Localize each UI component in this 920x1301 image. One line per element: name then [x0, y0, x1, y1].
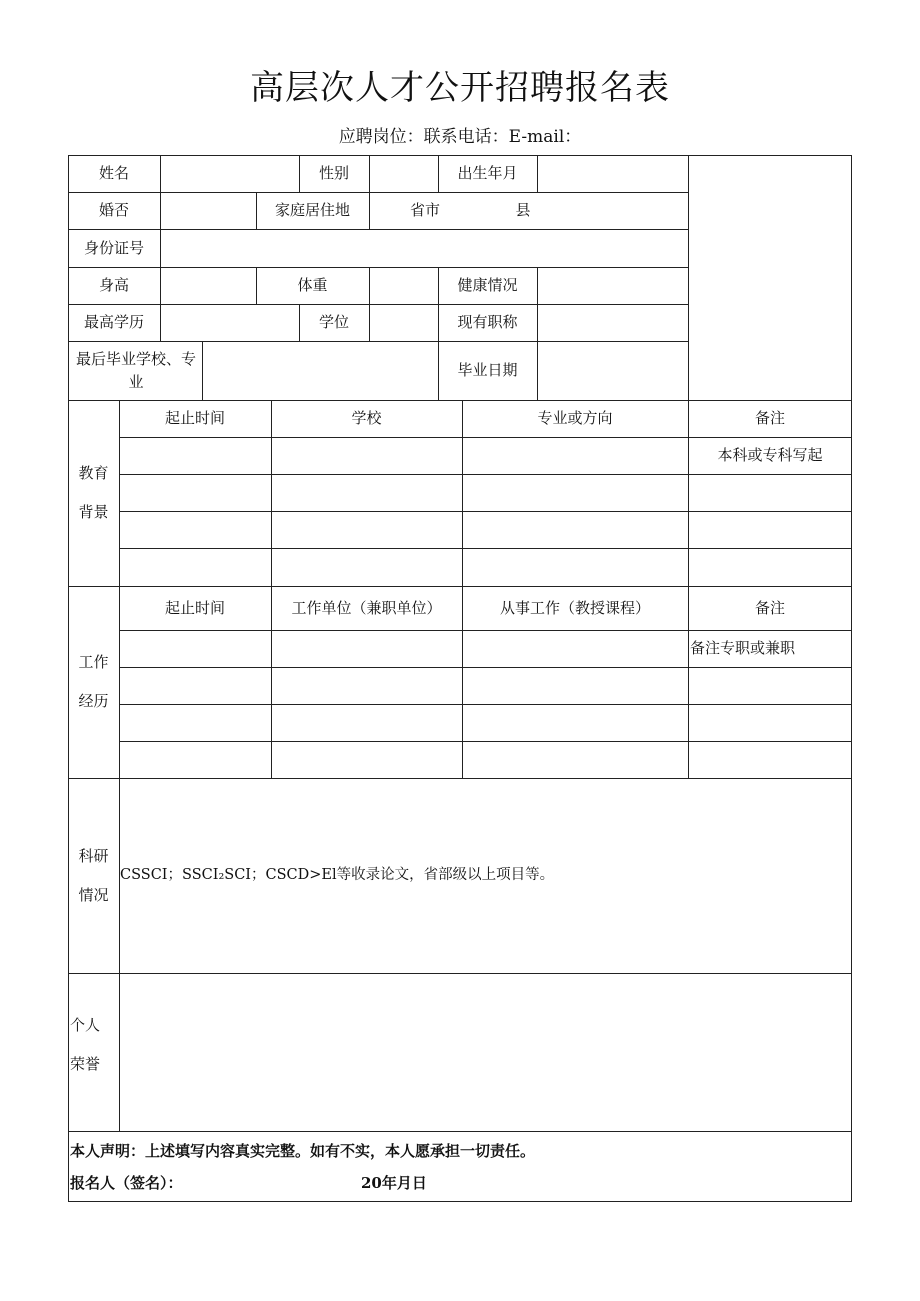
degree-label: 学位 [318, 313, 349, 332]
edu-note: 本科或专科写起 [717, 446, 823, 465]
work-label-line1: 工作 [78, 653, 109, 671]
signature-label: 报名人（签名）： [70, 1173, 183, 1192]
research-text: CSSCI；SSCI₂SCI；CSCD>El等收录论文，省部级以上项目等。 [120, 866, 555, 883]
form-subtitle: 应聘岗位：联系电话：E-mail： [338, 127, 582, 147]
research-label-line1: 科研 [78, 846, 109, 865]
edu-header-period: 起止时间 [164, 409, 225, 428]
edu-label-line1: 教育 [78, 464, 109, 482]
honors-content[interactable] [120, 974, 851, 1130]
research-section-label [68, 778, 119, 973]
work-header-employer: 工作单位（兼职单位） [291, 598, 442, 617]
work-header-note: 备注 [754, 598, 785, 617]
photo-area[interactable] [689, 156, 851, 400]
school-major-label: 最后毕业学校、专业 [75, 350, 196, 391]
weight-label: 体重 [297, 276, 328, 295]
form-title: 高层次人才公开招聘报名表 [250, 68, 670, 108]
marital-label: 婚否 [98, 201, 129, 220]
honors-label-line2: 荣誉 [70, 1055, 101, 1073]
work-header-duty: 从事工作（教授课程） [499, 598, 650, 617]
declaration: 本人声明：上述填写内容真实完整。如有不实，本人愿承担一切责任。 [70, 1141, 536, 1160]
work-note: 备注专职或兼职 [690, 639, 796, 658]
work-label-line2: 经历 [78, 692, 109, 710]
height-label: 身高 [98, 276, 129, 295]
grad-date-label: 毕业日期 [457, 361, 518, 380]
birth-label: 出生年月 [457, 164, 518, 183]
title-now-label: 现有职称 [457, 313, 518, 332]
honors-label-line1: 个人 [70, 1016, 101, 1034]
edu-header-note: 备注 [754, 409, 785, 428]
health-label: 健康情况 [457, 276, 518, 295]
edu-header-school: 学校 [351, 409, 382, 428]
edu-label-line2: 背景 [78, 503, 109, 521]
county-label: 县 [515, 201, 531, 220]
honors-section-label [66, 990, 110, 1100]
name-label: 姓名 [98, 164, 129, 183]
work-section-label [68, 586, 119, 778]
education-label: 最高学历 [83, 313, 144, 332]
work-header-period: 起止时间 [164, 598, 225, 617]
edu-header-major: 专业或方向 [537, 409, 613, 428]
province-city-label: 省市 [409, 201, 440, 220]
research-label-line2: 情况 [78, 885, 109, 904]
id-number-label: 身份证号 [83, 238, 144, 257]
edu-section-label [68, 400, 119, 586]
gender-label: 性别 [318, 164, 349, 183]
residence-label: 家庭居住地 [274, 201, 350, 220]
date-label: 20年月日 [361, 1173, 427, 1192]
